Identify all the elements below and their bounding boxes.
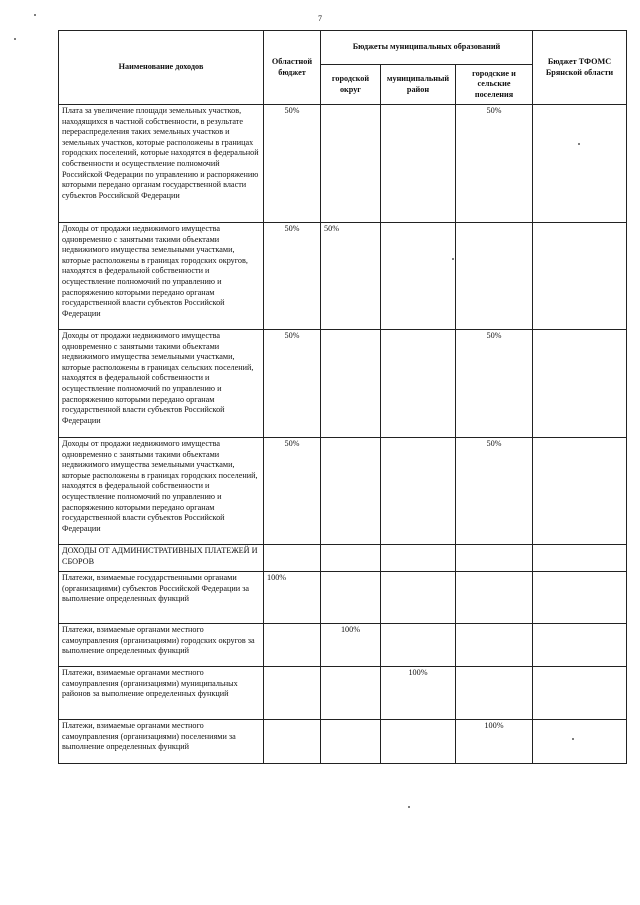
- row-name: Доходы от продажи недвижимого имущества одновременно с занятыми такими объектами недвижимого имущества земельными участками, которые расположены в границах городских округов, находятся в федеральной собственности и осуществление полномочий по управлению и распоряжению которыми передано органам государственной власти субъектов Российской Федерации: [59, 223, 264, 330]
- row-municipal-district: [381, 720, 456, 764]
- table-row: [59, 667, 627, 720]
- row-city-district: [321, 667, 381, 720]
- header-settlements: городские и сельские поселения: [456, 65, 533, 105]
- table-row: [59, 624, 627, 667]
- row-settlements: [456, 667, 533, 720]
- header-municipal-budgets: Бюджеты муниципальных образований: [321, 31, 533, 65]
- row-municipal-district: [381, 330, 456, 438]
- row-regional: 50%: [264, 105, 321, 223]
- row-regional: 100%: [264, 572, 321, 624]
- row-regional: 50%: [264, 223, 321, 330]
- section-row: [59, 545, 627, 572]
- row-city-district: [321, 105, 381, 223]
- row-settlements: [456, 572, 533, 624]
- row-tfoms: [533, 720, 627, 764]
- row-settlements: 50%: [456, 438, 533, 545]
- row-settlements: 50%: [456, 105, 533, 223]
- table-row: [59, 720, 627, 764]
- row-municipal-district: [381, 105, 456, 223]
- row-municipal-district: [381, 223, 456, 330]
- row-name: Плата за увеличение площади земельных участков, находящихся в частной собственности, в результате перераспределения таких земельных участков и земельных участков, которые расположены в границах городских поселений, которые находятся в федеральной собственности и осуществление полномочий Российской Федерации по управлению и распоряжению которыми передано органам государственной власти субъектов Российской Федерации: [59, 105, 264, 223]
- row-regional: [264, 624, 321, 667]
- row-municipal-district: [381, 438, 456, 545]
- row-city-district: [321, 572, 381, 624]
- table-row: [59, 223, 627, 330]
- row-tfoms: [533, 223, 627, 330]
- row-tfoms: [533, 438, 627, 545]
- row-tfoms: [533, 330, 627, 438]
- table-row: [59, 330, 627, 438]
- header-revenue-name: Наименование доходов: [59, 31, 264, 105]
- row-regional: [264, 667, 321, 720]
- header-city-district: городской округ: [321, 65, 381, 105]
- table-row: [59, 572, 627, 624]
- row-name: Платежи, взимаемые органами местного самоуправления (организациями) поселениями за выполнение определенных функций: [59, 720, 264, 764]
- row-city-district: 100%: [321, 624, 381, 667]
- header-regional-budget: Областной бюджет: [264, 31, 321, 105]
- row-name: Доходы от продажи недвижимого имущества одновременно с занятыми такими объектами недвижимого имущества земельными участками, которые расположены в границах городских поселений, находятся в федеральной собственности и осуществление полномочий по управлению и распоряжению которыми передано органам государственной власти субъектов Российской Федерации: [59, 438, 264, 545]
- row-municipal-district: [381, 572, 456, 624]
- section-title: ДОХОДЫ ОТ АДМИНИСТРАТИВНЫХ ПЛАТЕЖЕЙ И СБОРОВ: [59, 545, 264, 572]
- header-tfoms-budget: Бюджет ТФОМС Брянской области: [533, 31, 627, 105]
- row-settlements: [456, 624, 533, 667]
- page-number: 7: [318, 14, 322, 23]
- row-tfoms: [533, 624, 627, 667]
- row-regional: 50%: [264, 438, 321, 545]
- table-row: [59, 438, 627, 545]
- row-regional: 50%: [264, 330, 321, 438]
- revenue-distribution-table: [58, 30, 627, 764]
- row-city-district: [321, 720, 381, 764]
- row-regional: [264, 720, 321, 764]
- row-city-district: [321, 330, 381, 438]
- row-tfoms: [533, 105, 627, 223]
- row-tfoms: [533, 667, 627, 720]
- row-city-district: [321, 438, 381, 545]
- row-settlements: 100%: [456, 720, 533, 764]
- row-tfoms: [533, 572, 627, 624]
- row-settlements: 50%: [456, 330, 533, 438]
- row-name: Платежи, взимаемые органами местного самоуправления (организациями) муниципальных районов за выполнение определенных функций: [59, 667, 264, 720]
- row-city-district: 50%: [321, 223, 381, 330]
- row-name: Платежи, взимаемые государственными органами (организациями) субъектов Российской Федерации за выполнение определенных функций: [59, 572, 264, 624]
- row-name: Платежи, взимаемые органами местного самоуправления (организациями) городских округов за выполнение определенных функций: [59, 624, 264, 667]
- header-municipal-district: муниципальный район: [381, 65, 456, 105]
- row-name: Доходы от продажи недвижимого имущества одновременно с занятыми такими объектами недвижимого имущества земельными участками, которые расположены в границах сельских поселений, находятся в федеральной собственности и осуществление полномочий по управлению и распоряжению которыми передано органам государственной власти субъектов Российской Федерации: [59, 330, 264, 438]
- row-municipal-district: 100%: [381, 667, 456, 720]
- table-row: [59, 105, 627, 223]
- row-municipal-district: [381, 624, 456, 667]
- row-settlements: [456, 223, 533, 330]
